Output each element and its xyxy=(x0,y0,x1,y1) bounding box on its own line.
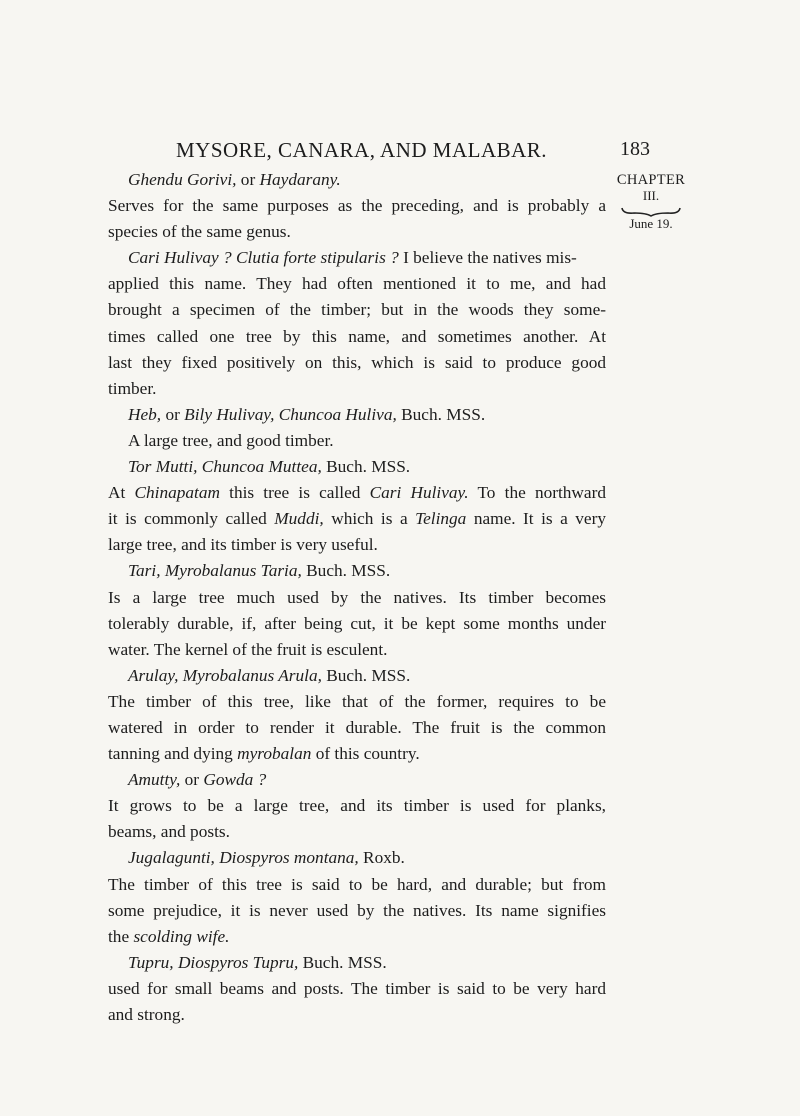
italic-text: Jugalagunti, Diospyros montana, xyxy=(128,848,359,868)
text-line xyxy=(108,480,606,506)
margin-date: June 19. xyxy=(629,216,673,231)
text-span: The timber of this tree is said to be hard, and durable; but from xyxy=(108,874,606,894)
text-span: or xyxy=(180,770,204,790)
text-line xyxy=(108,976,606,1002)
running-head xyxy=(0,138,800,166)
text-span: beams, and posts. xyxy=(108,822,230,842)
text-span: Buch. MSS. xyxy=(321,665,411,685)
text-line xyxy=(108,454,606,480)
text-line xyxy=(108,715,606,741)
italic-text: Gowda ? xyxy=(203,770,267,790)
italic-text: Cari Hulivay. xyxy=(369,483,469,503)
text-span: tolerably durable, if, after being cut, it be kept some months under xyxy=(108,613,606,633)
text-span: watered in order to render it durable. The fruit is the common xyxy=(108,717,606,737)
text-line xyxy=(108,532,606,558)
text-span: At xyxy=(108,483,135,503)
page-number: 183 xyxy=(620,138,650,160)
italic-text: Ghendu Gorivi, xyxy=(128,170,237,189)
italic-text: Muddi, xyxy=(274,509,324,529)
italic-text: Telinga xyxy=(415,509,467,529)
text-span: timber. xyxy=(108,378,157,398)
text-span: Buch. MSS. xyxy=(301,561,391,581)
text-span: used for small beams and posts. The timber is said to be very hard xyxy=(108,978,606,998)
text-line xyxy=(108,819,606,845)
italic-text: myrobalan xyxy=(237,744,312,764)
text-span: A large tree, and good timber. xyxy=(128,430,334,450)
text-span: applied this name. They had often mentioned it to me, and had xyxy=(108,274,606,294)
text-span: To the northward xyxy=(468,483,606,503)
body-text xyxy=(108,167,606,1028)
margin-note xyxy=(616,172,686,232)
text-span: name. It is a very xyxy=(466,509,606,529)
text-span: the xyxy=(108,926,134,946)
text-span: Roxb. xyxy=(358,848,405,868)
text-span: large tree, and its timber is very useful. xyxy=(108,535,378,555)
text-line xyxy=(108,585,606,611)
italic-text: Tor Mutti, Chuncoa Muttea, xyxy=(128,457,322,477)
running-head-title: MYSORE, CANARA, AND MALABAR. xyxy=(176,138,548,162)
text-span: Serves for the same purposes as the preceding, and is probably a xyxy=(108,196,606,216)
text-line xyxy=(108,324,606,350)
italic-text: scolding wife. xyxy=(133,926,230,946)
text-span: water. The kernel of the fruit is esculent. xyxy=(108,639,388,659)
text-line xyxy=(108,767,606,793)
italic-text: Tupru, Diospyros Tupru, xyxy=(128,952,299,972)
text-span: which is a xyxy=(323,509,416,529)
text-span: it is commonly called xyxy=(108,509,275,529)
text-line xyxy=(108,402,606,428)
text-span: species of the same genus. xyxy=(108,222,291,242)
text-span: Buch. MSS. xyxy=(321,457,411,477)
text-span: last they fixed positively on this, which is said to produce good xyxy=(108,352,606,372)
text-line xyxy=(108,663,606,689)
text-line xyxy=(108,924,606,950)
text-line xyxy=(108,193,606,219)
italic-text: Heb, xyxy=(128,404,162,424)
text-line xyxy=(108,245,606,271)
brace-ornament xyxy=(616,204,686,214)
text-line xyxy=(108,872,606,898)
text-line xyxy=(108,219,606,245)
text-span: of this country. xyxy=(311,744,420,764)
italic-text: Arulay, Myrobalanus Arula, xyxy=(128,665,322,685)
text-line xyxy=(108,297,606,323)
text-span: or xyxy=(236,170,260,189)
text-span: times called one tree by this name, and sometimes another. At xyxy=(108,326,606,346)
text-line xyxy=(108,741,606,767)
text-span: Buch. MSS. xyxy=(298,952,387,972)
text-span: and strong. xyxy=(108,1005,185,1024)
text-line xyxy=(108,350,606,376)
text-line xyxy=(108,376,606,402)
italic-text: Chinapatam xyxy=(134,483,220,503)
text-span: Buch. MSS. xyxy=(396,404,486,424)
text-span: tanning and dying xyxy=(108,744,238,764)
text-line xyxy=(108,637,606,663)
text-line xyxy=(108,950,606,976)
text-line xyxy=(108,167,606,193)
margin-chapter-number: III. xyxy=(642,188,660,203)
text-span: or xyxy=(161,404,185,424)
text-line xyxy=(108,428,606,454)
italic-text: Amutty, xyxy=(128,770,181,790)
text-span: some prejudice, it is never used by the natives. Its name signifies xyxy=(108,900,606,920)
text-span: Is a large tree much used by the natives. Its timber becomes xyxy=(108,587,606,607)
italic-text: Cari Hulivay ? Clutia forte stipularis ? xyxy=(128,248,399,268)
text-line xyxy=(108,898,606,924)
text-span: The timber of this tree, like that of the former, requires to be xyxy=(108,691,606,711)
text-span: this tree is called xyxy=(219,483,370,503)
text-span: brought a specimen of the timber; but in the woods they some- xyxy=(108,300,606,320)
text-line xyxy=(108,506,606,532)
italic-text: Bily Hulivay, Chuncoa Huliva, xyxy=(184,404,397,424)
italic-text: Tari, Myrobalanus Taria, xyxy=(128,561,302,581)
text-span: I believe the natives mis- xyxy=(398,248,577,268)
text-line xyxy=(108,845,606,871)
text-line xyxy=(108,271,606,297)
margin-chapter: CHAPTER xyxy=(616,172,686,188)
italic-text: Haydarany. xyxy=(259,170,341,189)
text-line xyxy=(108,611,606,637)
text-span: It grows to be a large tree, and its timber is used for planks, xyxy=(108,796,606,816)
text-line xyxy=(108,793,606,819)
text-line xyxy=(108,1002,606,1028)
text-line xyxy=(108,689,606,715)
text-line xyxy=(108,558,606,584)
